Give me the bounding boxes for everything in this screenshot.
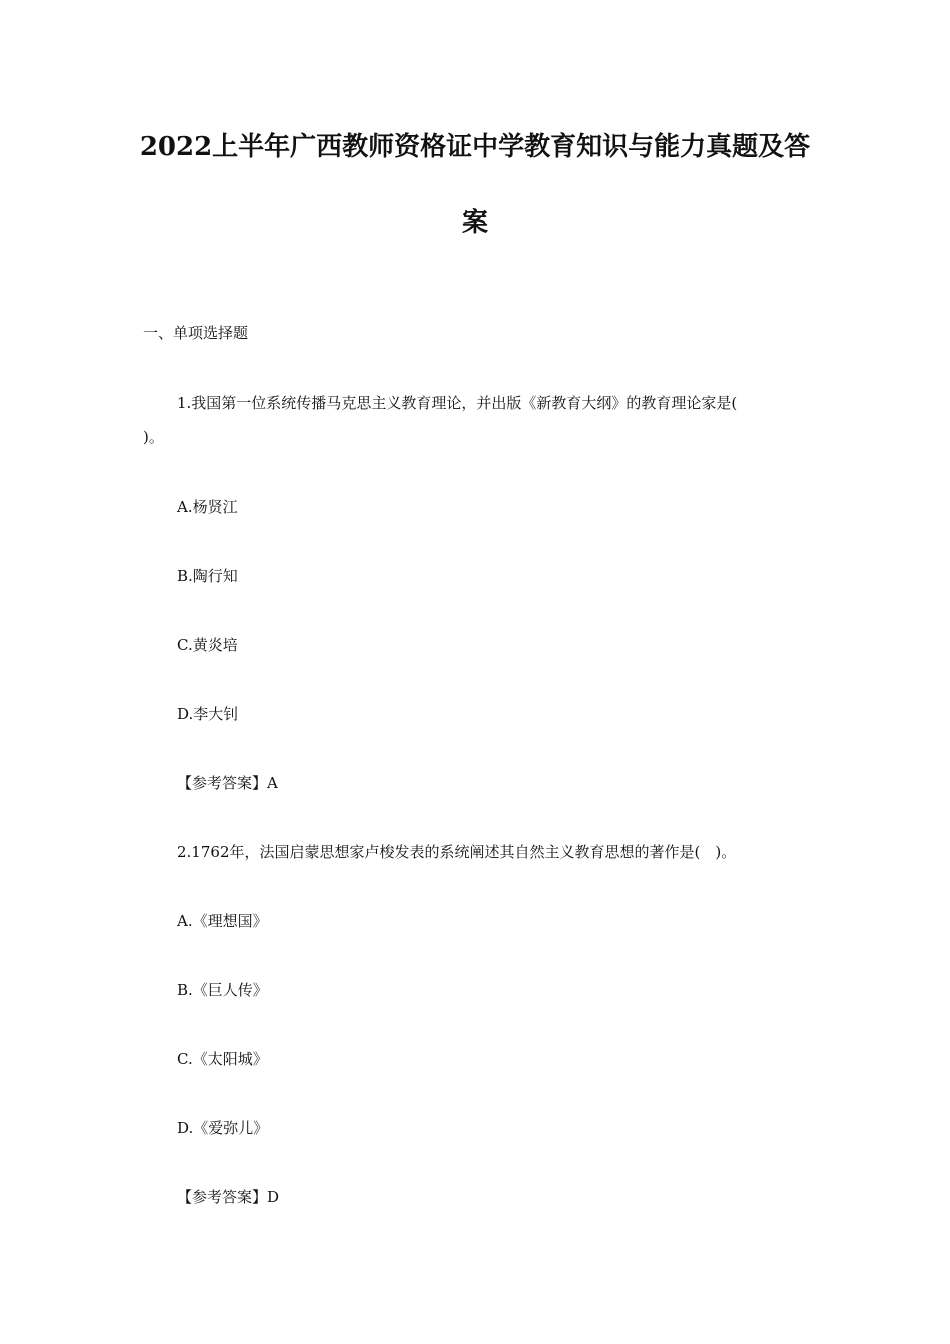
question-1-option-c: C.黄炎培 [177,636,238,654]
section-heading: 一、单项选择题 [143,324,249,342]
question-2-option-c: C.《太阳城》 [177,1050,268,1068]
question-1-option-b: B.陶行知 [177,567,238,585]
question-2-stem: 2.1762年，法国启蒙思想家卢梭发表的系统阐述其自然主义教育思想的著作是( )。 [177,843,737,861]
document-title-continuation: 案 [461,208,488,238]
question-1-option-a: A.杨贤江 [177,498,238,516]
question-2-option-a: A.《理想国》 [177,912,268,930]
question-2-answer: 【参考答案】D [177,1188,280,1206]
question-1-stem: 1.我国第一位系统传播马克思主义教育理论，并出版《新教育大纲》的教育理论家是( [177,394,738,412]
question-1-stem-continuation: )。 [143,428,164,446]
question-2-option-b: B.《巨人传》 [177,981,268,999]
question-1-option-d: D.李大钊 [177,705,239,723]
question-2-option-d: D.《爱弥儿》 [177,1119,269,1137]
question-1-answer: 【参考答案】A [177,774,278,792]
document-title: 2022上半年广西教师资格证中学教育知识与能力真题及答 [139,132,811,162]
